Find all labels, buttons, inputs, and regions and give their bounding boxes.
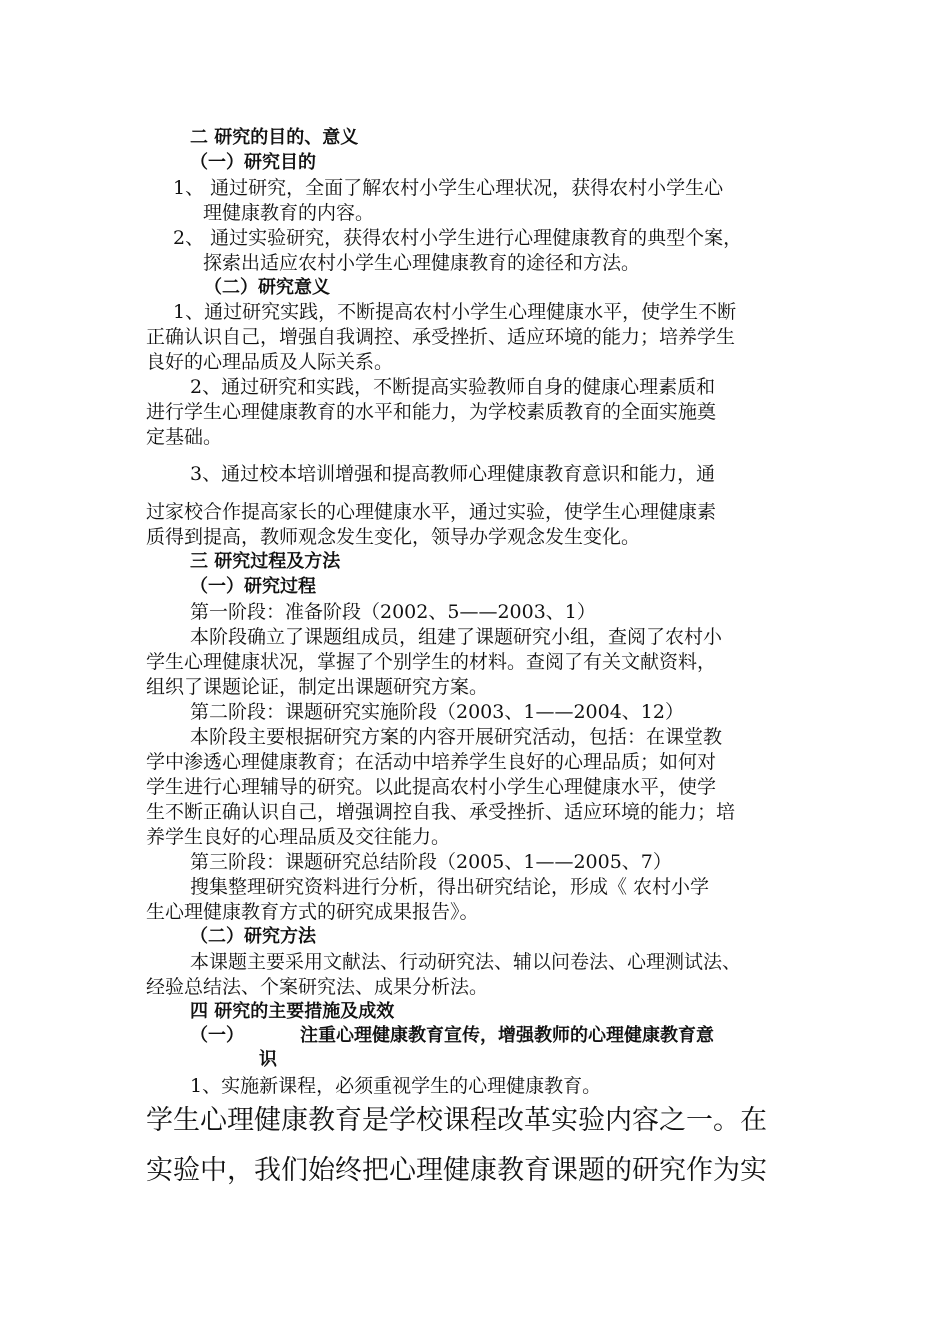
section-heading-4: 四 研究的主要措施及成效 <box>190 1001 395 1022</box>
significance-3-line-3: 质得到提高，教师观念发生变化，领导办学观念发生变化。 <box>146 526 641 548</box>
significance-2-line-3: 定基础。 <box>146 426 223 448</box>
stage-2-text-line-3: 学生进行心理辅导的研究。以此提高农村小学生心理健康水平，使学 <box>146 776 717 798</box>
subheading-4-1-line-1: 注重心理健康教育宣传，增强教师的心理健康教育意 <box>300 1025 714 1046</box>
subheading-4-1-line-2: 识 <box>259 1049 277 1070</box>
subheading-research-significance: （二）研究意义 <box>204 277 330 298</box>
significance-2-line-1: 2、通过研究和实践，不断提高实验教师自身的健康心理素质和 <box>190 376 716 398</box>
subheading-4-1-number: （一） <box>190 1025 244 1046</box>
subheading-research-purpose: （一）研究目的 <box>190 152 316 173</box>
stage-1-text-line-3: 组织了课题论证，制定出课题研究方案。 <box>146 676 489 698</box>
stage-2-text-line-2: 学中渗透心理健康教育；在活动中培养学生良好的心理品质；如何对 <box>146 751 717 773</box>
stage-1-title: 第一阶段：准备阶段（2002、5——2003、1） <box>190 601 596 623</box>
significance-3-line-2: 过家校合作提高家长的心理健康水平，通过实验，使学生心理健康素 <box>146 501 717 523</box>
body-large-line-1: 学生心理健康教育是学校课程改革实验内容之一。在 <box>146 1105 767 1136</box>
stage-3-title: 第三阶段：课题研究总结阶段（2005、1——2005、7） <box>190 851 672 873</box>
stage-2-title: 第二阶段：课题研究实施阶段（2003、1——2004、12） <box>190 701 684 723</box>
significance-3-line-1: 3、通过校本培训增强和提高教师心理健康教育意识和能力，通 <box>190 463 716 485</box>
significance-1-line-1: 1、通过研究实践，不断提高农村小学生心理健康水平，使学生不断 <box>173 301 737 323</box>
subheading-research-methods: （二）研究方法 <box>190 926 316 947</box>
purpose-item-1-line-2: 理健康教育的内容。 <box>203 202 375 224</box>
stage-2-text-line-1: 本阶段主要根据研究方案的内容开展研究活动，包括：在课堂教 <box>190 726 723 748</box>
stage-3-text-line-2: 生心理健康教育方式的研究成果报告》。 <box>146 901 479 923</box>
stage-2-text-line-5: 养学生良好的心理品质及交往能力。 <box>146 826 451 848</box>
methods-text-line-1: 本课题主要采用文献法、行动研究法、辅以问卷法、心理测试法、 <box>190 951 742 973</box>
significance-1-line-3: 良好的心理品质及人际关系。 <box>146 351 394 373</box>
methods-text-line-2: 经验总结法、个案研究法、成果分析法。 <box>146 976 489 998</box>
stage-1-text-line-1: 本阶段确立了课题组成员，组建了课题研究小组，查阅了农村小 <box>190 626 723 648</box>
significance-2-line-2: 进行学生心理健康教育的水平和能力，为学校素质教育的全面实施奠 <box>146 401 717 423</box>
stage-2-text-line-4: 生不断正确认识自己，增强调控自我、承受挫折、适应环境的能力；培 <box>146 801 736 823</box>
measure-1-title: 1、实施新课程，必须重视学生的心理健康教育。 <box>190 1075 602 1097</box>
significance-1-line-2: 正确认识自己，增强自我调控、承受挫折、适应环境的能力；培养学生 <box>146 326 736 348</box>
purpose-item-2-line-2: 探索出适应农村小学生心理健康教育的途径和方法。 <box>203 252 641 274</box>
stage-1-text-line-2: 学生心理健康状况，掌握了个别学生的材料。查阅了有关文献资料， <box>146 651 717 673</box>
purpose-item-1-line-1: 1、 通过研究，全面了解农村小学生心理状况，获得农村小学生心 <box>173 177 724 199</box>
section-heading-3: 三 研究过程及方法 <box>190 551 341 572</box>
body-large-line-2: 实验中，我们始终把心理健康教育课题的研究作为实 <box>146 1155 767 1186</box>
section-heading-2: 二 研究的目的、意义 <box>190 127 359 148</box>
stage-3-text-line-1: 搜集整理研究资料进行分析，得出研究结论，形成《 农村小学 <box>190 876 710 898</box>
subheading-research-process: （一）研究过程 <box>190 576 316 597</box>
purpose-item-2-line-1: 2、 通过实验研究，获得农村小学生进行心理健康教育的典型个案， <box>173 227 743 249</box>
